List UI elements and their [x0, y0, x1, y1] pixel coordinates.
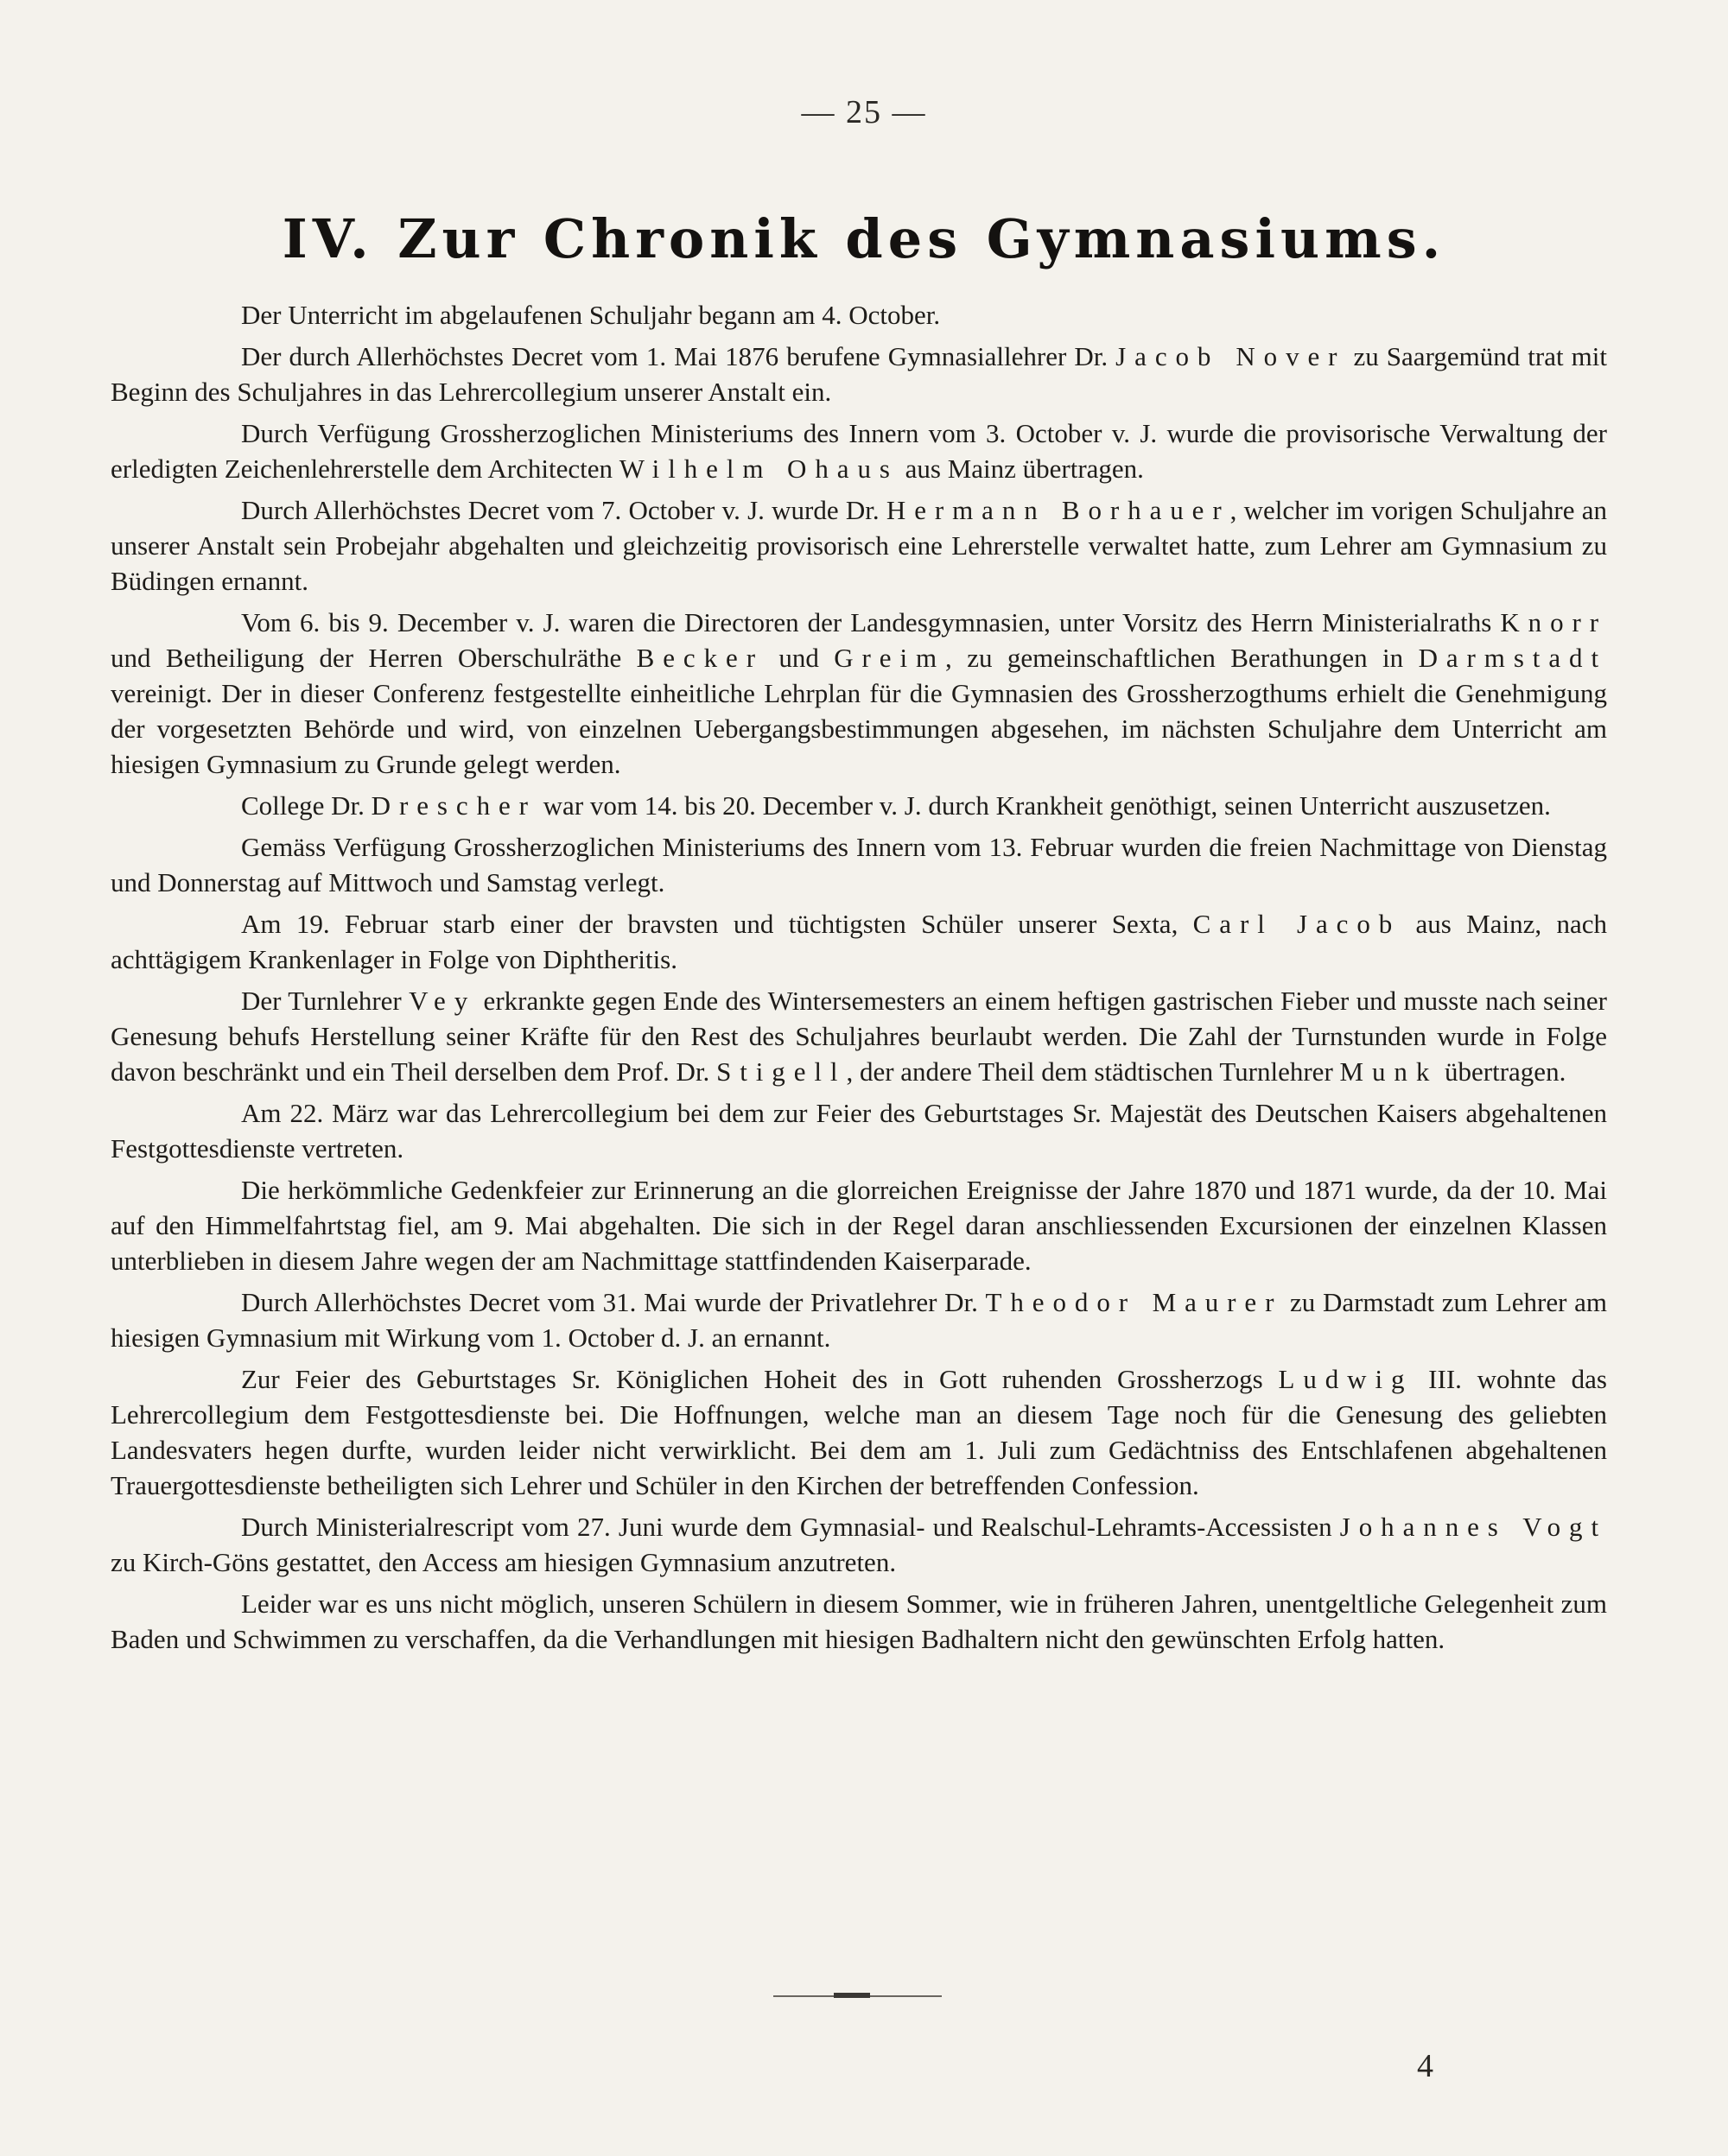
chronicle-paragraph	[111, 1509, 1607, 1580]
text-run: zu Saargemünd trat mit Beginn des Schuljahres in das Lehrercollegium unserer Anstalt ein.	[111, 341, 1607, 407]
text-run: vereinigt. Der in dieser Conferenz festgestellte einheitliche Lehrplan für die Gymnasien des Grossherzogthums erhielt die Genehmigung der vorgesetzten Behörde und wird, von einzelnen Uebergangsbestimmungen abgesehen, im nächsten Schuljahre dem Unterricht am hiesigen Gymnasium zu Grunde gelegt werden.	[111, 678, 1607, 779]
text-run: , welcher im vorigen Schuljahre an unserer Anstalt sein Probejahr abgehalten und gleichzeitig provisorisch eine Lehrerstelle verwaltet hatte, zum Lehrer am Gymnasium zu Büdingen ernannt.	[111, 495, 1608, 596]
text-run: Zur Feier des Geburtstages Sr. Königlichen Hoheit des in Gott ruhenden Grossherzogs	[241, 1364, 1279, 1394]
spaced-name: Becker	[636, 643, 764, 673]
chronicle-paragraph	[111, 297, 1607, 333]
text-run: , der andere Theil dem städtischen Turnlehrer	[846, 1056, 1340, 1087]
spaced-name: Stigell	[716, 1056, 847, 1087]
spaced-name: Greim	[834, 643, 946, 673]
signature-mark: 4	[1417, 2048, 1433, 2084]
text-run: Vom 6. bis 9. December v. J. waren die Directoren der Landesgymnasien, unter Vorsitz des Herrn Ministerialraths	[241, 607, 1501, 637]
spaced-name: Munk	[1339, 1056, 1439, 1087]
text-run: College Dr.	[241, 790, 372, 821]
text-run: Der Unterricht im abgelaufenen Schuljahr begann am 4. October.	[241, 300, 941, 330]
text-run: Gemäss Verfügung Grossherzoglichen Ministeriums des Innern vom 13. Februar wurden die freien Nachmittage von Dienstag und Donnerstag auf Mittwoch und Samstag verlegt.	[111, 832, 1607, 897]
chronicle-paragraph	[111, 1172, 1607, 1278]
spaced-name: Carl Jacob	[1192, 909, 1401, 939]
text-run: Der Turnlehrer	[241, 986, 410, 1016]
text-run: Leider war es uns nicht möglich, unseren Schülern in diesem Sommer, wie in früheren Jahren, unentgeltliche Gelegenheit zum Baden und Schwimmen zu verschaffen, da die Verhandlungen mit hiesigen Badhaltern nicht den gewünschten Erfolg hatten.	[111, 1588, 1607, 1654]
text-run: Durch Allerhöchstes Decret vom 31. Mai wurde der Privatlehrer Dr.	[241, 1287, 986, 1317]
spaced-name: Vey	[409, 986, 477, 1016]
text-run: III. wohnte das Lehrercollegium dem Festgottesdienste bei. Die Hoffnungen, welche man an diesem Tage noch für die Genesung des geliebten Landesvaters hegen durfte, wurden leider nicht verwirklicht. Bei dem am 1. Juli zum Gedächtniss des Entschlafenen abgehaltenen Trauergottesdienste betheiligten sich Lehrer und Schüler in den Kirchen der betreffenden Confession.	[111, 1364, 1607, 1500]
chronicle-paragraph	[111, 339, 1607, 409]
spaced-name: Drescher	[371, 790, 537, 821]
spaced-name: Knorr	[1500, 607, 1607, 637]
closing-rule-ornament	[834, 1993, 870, 1998]
chronicle-paragraph	[111, 1586, 1607, 1657]
spaced-name: Hermann Borhauer	[886, 495, 1230, 525]
chronicle-body	[111, 297, 1607, 1663]
chronicle-paragraph	[111, 788, 1607, 823]
text-run: Am 22. März war das Lehrercollegium bei dem zur Feier des Geburtstages Sr. Majestät des Deutschen Kaisers abgehaltenen Festgottesdienste vertreten.	[111, 1098, 1607, 1164]
text-run: und Betheiligung der Herren Oberschulräthe	[111, 643, 637, 673]
page-number: — 25 —	[801, 94, 927, 130]
chronicle-paragraph	[111, 1095, 1607, 1166]
text-run: aus Mainz, nach achttägigem Krankenlager in Folge von Diphtheritis.	[111, 909, 1607, 974]
chronicle-paragraph	[111, 1284, 1607, 1355]
spaced-name: Wilhelm Ohaus	[619, 453, 899, 484]
spaced-name: Darmstadt	[1418, 643, 1607, 673]
text-run: zu Darmstadt zum Lehrer am hiesigen Gymnasium mit Wirkung vom 1. October d. J. an ernannt.	[111, 1287, 1607, 1353]
text-run: Der durch Allerhöchstes Decret vom 1. Mai 1876 berufene Gymnasiallehrer Dr.	[241, 341, 1116, 371]
text-run: , zu gemeinschaftlichen Berathungen in	[945, 643, 1419, 673]
chronicle-paragraph	[111, 829, 1607, 900]
text-run: Durch Allerhöchstes Decret vom 7. October v. J. wurde Dr.	[241, 495, 886, 525]
text-run: erkrankte gegen Ende des Wintersemesters an einem heftigen gastrischen Fieber und musste nach seiner Genesung behufs Herstellung seiner Kräfte für den Rest des Schuljahres beurlaubt werden. Die Zahl der Turnstunden wurde in Folge davon beschränkt und ein Theil derselben dem Prof. Dr.	[111, 986, 1608, 1087]
spaced-name: Ludwig	[1278, 1364, 1414, 1394]
text-run: aus Mainz übertragen.	[898, 453, 1144, 484]
text-run: Durch Verfügung Grossherzoglichen Ministeriums des Innern vom 3. October v. J. wurde die provisorische Verwaltung der erledigten Zeichenlehrerstelle dem Architecten	[111, 418, 1607, 484]
text-run: zu Kirch-Göns gestattet, den Access am hiesigen Gymnasium anzutreten.	[111, 1547, 897, 1577]
text-run: und	[763, 643, 835, 673]
chronicle-paragraph	[111, 605, 1607, 782]
spaced-name: Theodor Maurer	[985, 1287, 1283, 1317]
text-run: Am 19. Februar starb einer der bravsten und tüchtigsten Schüler unserer Sexta,	[241, 909, 1193, 939]
chronicle-paragraph	[111, 415, 1607, 486]
text-run: übertragen.	[1438, 1056, 1566, 1087]
section-title: IV. Zur Chronik des Gymnasiums.	[282, 207, 1446, 270]
chronicle-paragraph	[111, 983, 1607, 1089]
chronicle-paragraph	[111, 492, 1607, 599]
text-run: Durch Ministerialrescript vom 27. Juni wurde dem Gymnasial- und Realschul-Lehramts-Accessisten	[241, 1512, 1340, 1542]
spaced-name: Johannes Vogt	[1339, 1512, 1607, 1542]
chronicle-paragraph	[111, 906, 1607, 977]
spaced-name: Jacob Nover	[1115, 341, 1346, 371]
text-run: Die herkömmliche Gedenkfeier zur Erinnerung an die glorreichen Ereignisse der Jahre 1870 und 1871 wurde, da der 10. Mai auf den Himmelfahrtstag fiel, am 9. Mai abgehalten. Die sich in der Regel daran anschliessenden Excursionen der einzelnen Klassen unterblieben in diesem Jahre wegen der am Nachmittage stattfindenden Kaiserparade.	[111, 1175, 1607, 1276]
chronicle-paragraph	[111, 1361, 1607, 1503]
text-run: war vom 14. bis 20. December v. J. durch Krankheit genöthigt, seinen Unterricht auszusetzen.	[536, 790, 1551, 821]
